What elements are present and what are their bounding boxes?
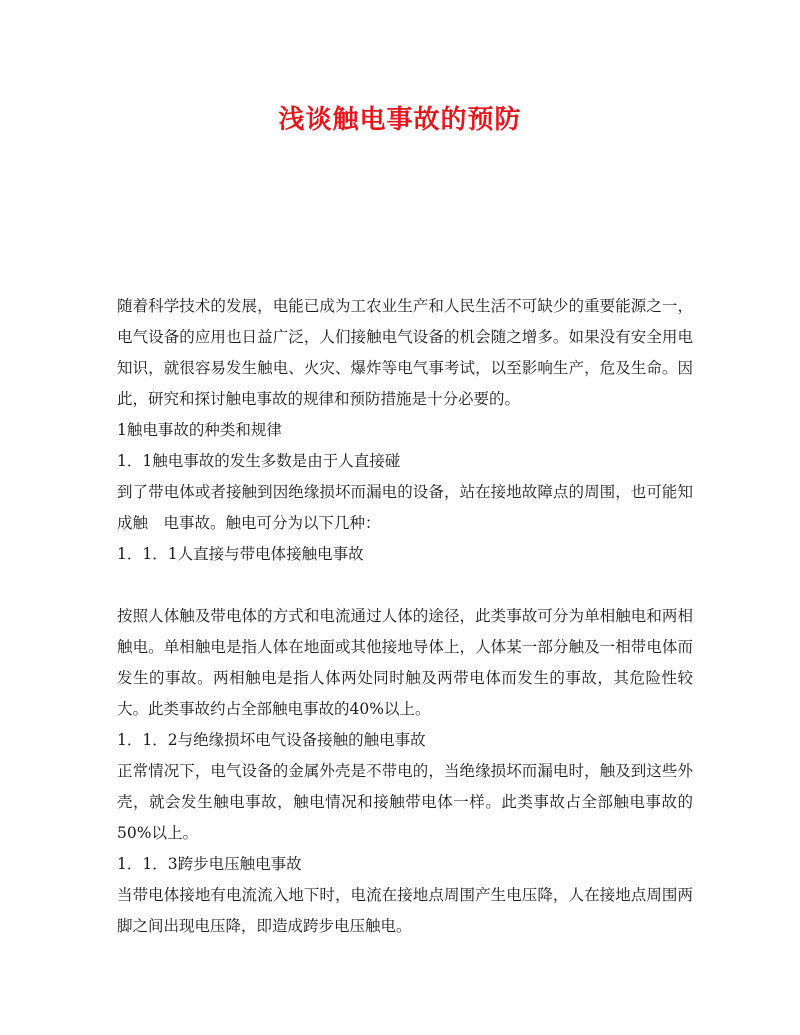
subsection-heading-1-1-3: 1．1．3跨步电压触电事故 [117,855,302,873]
blank-gap [117,570,693,601]
paragraph-1-1-2-body: 正常情况下，电气设备的金属外壳是不带电的，当绝缘损坏而漏电时，触及到这些外壳，就会发生触电事故，触电情况和接触带电体一样。此类事故占全部触电事故的50%以上。 [117,762,693,842]
document-title: 浅谈触电事故的预防 [278,105,522,135]
subsection-heading-1-1: 1．1触电事故的发生多数是由于人直接碰 [117,452,401,470]
intro-paragraph: 随着科学技术的发展，电能已成为工农业生产和人民生活不可缺少的重要能源之一，电气设备的应用也日益广泛，人们接触电气设备的机会随之增多。如果没有安全用电知识，就很容易发生触电、火灾、爆炸等电气事考试，以至影响生产，危及生命。因此，研究和探讨触电事故的规律和预防措施是十分必要的。 [117,297,693,408]
paragraph-1-1-3-body: 当带电体接地有电流流入地下时，电流在接地点周围产生电压降，人在接地点周围两脚之间出现电压降，即造成跨步电压触电。 [117,886,693,935]
subsection-heading-1-1-1: 1．1．1人直接与带电体接触电事故 [117,545,364,563]
paragraph-1-1-body: 到了带电体或者接触到因绝缘损坏而漏电的设备，站在接地故障点的周围，也可能知成触 电事故。触电可分为以下几种： [117,483,693,532]
section-heading-1: 1触电事故的种类和规律 [117,421,282,439]
document-body [117,291,693,942]
subsection-heading-1-1-2: 1．1．2与绝缘损坏电气设备接触的触电事故 [117,731,426,749]
paragraph-1-1-1-body: 按照人体触及带电体的方式和电流通过人体的途径，此类事故可分为单相触电和两相触电。单相触电是指人体在地面或其他接地导体上，人体某一部分触及一相带电体而发生的事故。两相触电是指人体两处同时触及两带电体而发生的事故，其危险性较大。此类事故约占全部触电事故的40%以上。 [117,607,693,718]
